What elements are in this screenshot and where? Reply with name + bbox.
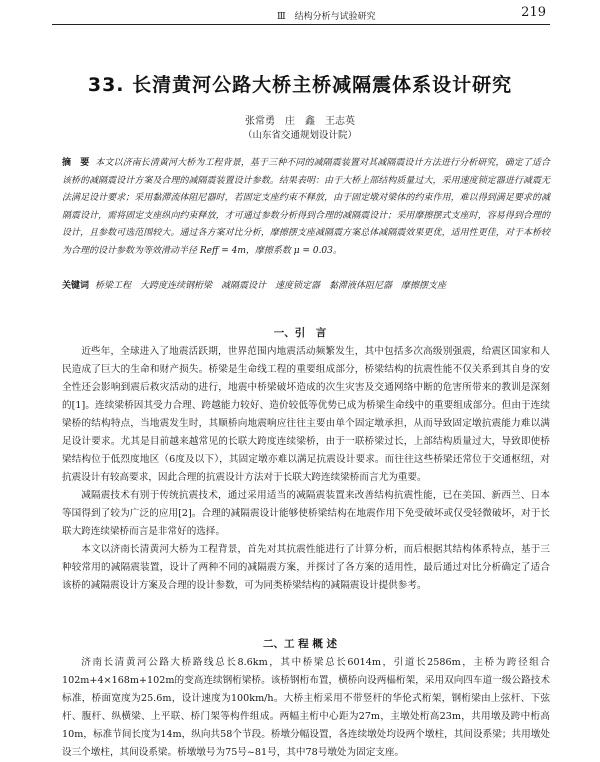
running-header bbox=[52, 4, 550, 25]
paragraph: 近些年，全球进入了地震活跃期，世界范围内地震活动频繁发生，其中包括多次高级别强震，给震区国家和人民造成了巨大的生命和财产损失。桥梁是生命线工程的重要组成部分，桥梁结构的抗震性能不仅关系到其自身的安全性还会影响到震后救灾活动的进行，地震中桥梁破坏造成的次生灾害及交通网络中断的危害所带来的教训是深刻的[1]。连续梁桥因其受力合理、跨越能力较好、造价较低等优势已成为桥梁生命线中的重要组成部分。但由于连续梁桥的结构特点，当地震发生时，其顺桥向地震响应往往主要由单个固定墩承担，从而导致固定墩抗震能力难以满足设计要求。尤其是目前越来越常见的长联大跨度连续梁桥，由于一联桥梁过长，上部结构质量过大，导致即使桥梁结构位于低烈度地区（6度及以下），其固定墩亦难以满足抗震设计要求。而往往这些桥梁还常位于交通枢纽，对抗震设计有较高要求，因此合理的抗震设计方法对于长联大跨连续梁桥而言尤为重要。 bbox=[62, 346, 550, 483]
abstract-label: 摘 要 bbox=[62, 158, 90, 168]
keywords bbox=[62, 278, 550, 296]
keywords-text: 桥梁工程 大跨度连续钢桁梁 减隔震设计 速度锁定器 黏滞液体阻尼器 摩擦摆支座 bbox=[95, 281, 447, 291]
section-heading-introduction: 一、引 言 bbox=[273, 327, 327, 339]
overview-body bbox=[62, 654, 550, 762]
authors: 张常勇 庄 鑫 王志英 bbox=[245, 116, 355, 127]
introduction-body bbox=[62, 343, 550, 595]
abstract bbox=[62, 155, 550, 261]
page-number: 219 bbox=[521, 5, 546, 20]
header-section-title: Ⅲ 结构分析与试验研究 bbox=[277, 12, 376, 22]
paragraph: 本文以济南长清黄河大桥为工程背景，首先对其抗震性能进行了计算分析，而后根据其结构体系特点，基于三种较常用的减隔震装置，设计了两种不同的减隔震方案，并探讨了各方案的适用性，最后通过对比分析确定了适合该桥的减隔震设计方案及合理的设计参数，可为同类桥梁结构的减隔震设计提供参考。 bbox=[62, 544, 550, 591]
keywords-label: 关键词 bbox=[62, 281, 90, 291]
paragraph: 济南长清黄河公路大桥路线总长8.6km，其中桥梁总长6014m，引道长2586m，主桥为跨径组合102m+4×168m+102m的变高连续钢桁梁桥。该桥钢桁布置，横桥向设两榀桁架，采用双向四车道一级公路技术标准，桥面宽度为25.6m，设计速度为100km/h。大桥主桁采用不带竖杆的华伦式桁架，钢桁梁由上弦杆、下弦杆、腹杆、纵横梁、上平联、桥门架等构件组成。两幅主桁中心距为27m，主墩处桁高23m，共用墩及跨中桁高10m，标准节间长度为14m，纵向共58个节段。桥墩分幅设置，各连续墩处均设两个墩柱，其间设系梁；共用墩处设三个墩柱，其间设系梁。桥墩墩号为75号~81号，其中78号墩处为固定支座。 bbox=[62, 657, 550, 758]
abstract-text: 本文以济南长清黄河大桥为工程背景，基于三种不同的减隔震装置对其减隔震设计方法进行分析研究，确定了适合该桥的减隔震设计方案及合理的减隔震装置设计参数。结果表明：由于大桥上部结构质量过大，采用速度锁定器进行减震无法满足设计要求；采用黏滞流体阻尼器时，若固定支座约束不释放，由于固定墩对梁体的约束作用，难以得到满足要求的减隔震设计，需将固定支座纵向约束释放，才可通过参数分析得到合理的减隔震设计；采用摩擦摆式支座时，容易得到合理的设计，且参数可选范围较大。通过各方案对比分析，摩擦摆支座减隔震方案总体减隔震效果更优，适用性更佳，对于本桥较为合理的设计参数为等效滑动半径 Reff = 4m，摩擦系数 μ = 0.03。 bbox=[62, 158, 550, 256]
section-heading-overview: 二、工 程 概 述 bbox=[263, 638, 337, 650]
affiliation: （山东省交通规划设计院） bbox=[242, 130, 357, 141]
paragraph: 减隔震技术有别于传统抗震技术，通过采用适当的减隔震装置来改善结构抗震性能，已在美国、新西兰、日本等国得到了较为广泛的应用[2]。合理的减隔震设计能够使桥梁结构在地震作用下免受破坏或仅受轻微破坏，对于长联大跨连续梁桥而言是非常好的选择。 bbox=[62, 490, 550, 537]
paper-title: 33. 长清黄河公路大桥主桥减隔震体系设计研究 bbox=[87, 74, 513, 96]
